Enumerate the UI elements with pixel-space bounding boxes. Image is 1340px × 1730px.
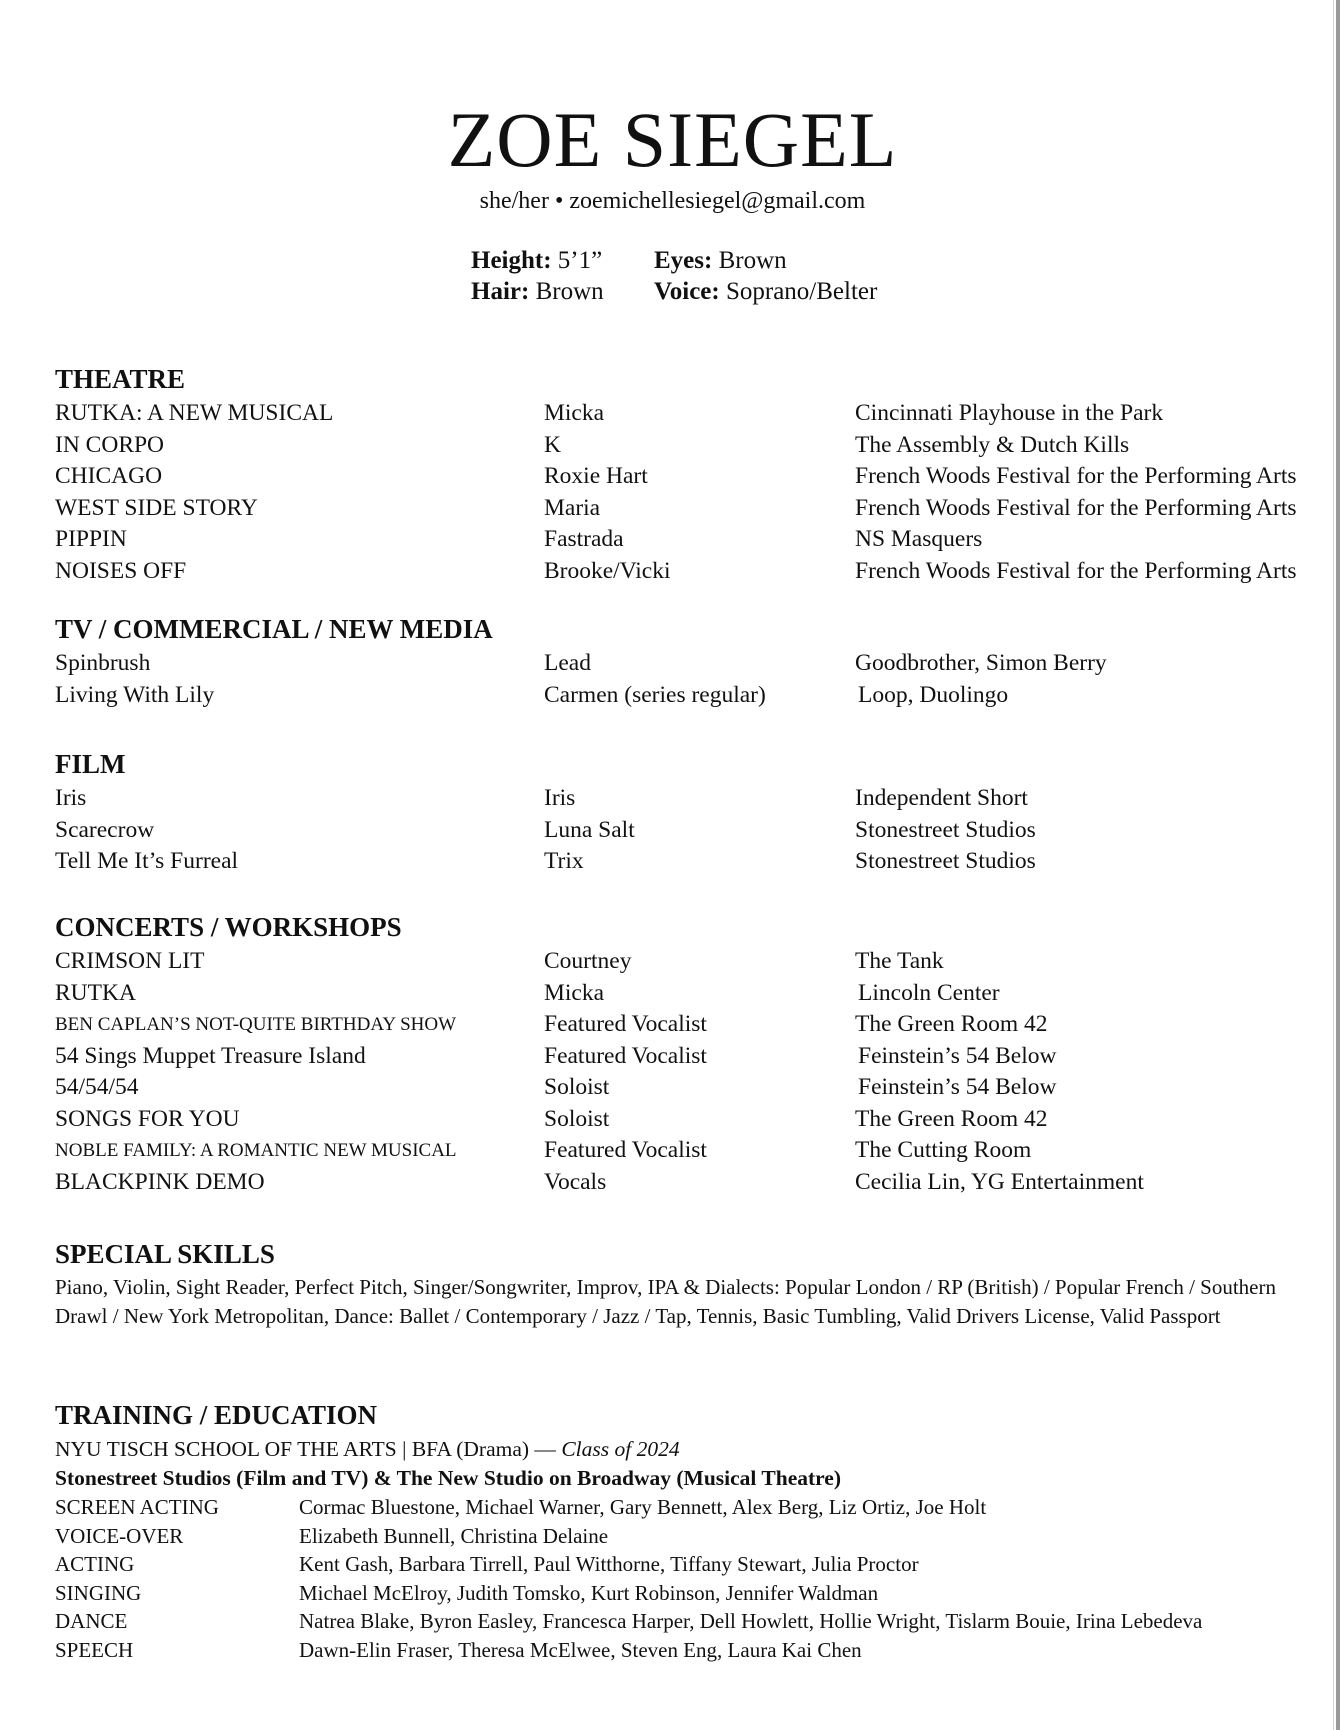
credit-row: Iris Iris Independent Short (55, 785, 1028, 811)
training-row: SINGING Michael McElroy, Judith Tomsko, Kurt Robinson, Jennifer Waldman (55, 1580, 879, 1605)
stat-voice: Voice: Soprano/Belter (654, 278, 878, 305)
credit-row: 54 Sings Muppet Treasure Island Featured Vocalist Feinstein’s 54 Below (55, 1042, 1057, 1069)
section-title-concerts: CONCERTS / WORKSHOPS (55, 912, 402, 942)
section-title-theatre: THEATRE (55, 364, 186, 394)
credit-row: RUTKA Micka Lincoln Center (55, 979, 1000, 1006)
credit-row: RUTKA: A NEW MUSICAL Micka Cincinnati Playhouse in the Park (55, 400, 1164, 426)
resume-name: ZOE SIEGEL (447, 96, 898, 183)
stat-eyes: Eyes: Brown (654, 247, 787, 274)
credit-row: SONGS FOR YOU Soloist The Green Room 42 (55, 1105, 1048, 1132)
credit-row: NOISES OFF Brooke/Vicki French Woods Festival for the Performing Arts (55, 557, 1297, 584)
credit-row: IN CORPO K The Assembly & Dutch Kills (55, 431, 1130, 458)
credit-row: CHICAGO Roxie Hart French Woods Festival for the Performing Arts (55, 463, 1297, 489)
training-row: SCREEN ACTING Cormac Bluestone, Michael Warner, Gary Bennett, Alex Berg, Liz Ortiz, Joe Holt (55, 1495, 987, 1519)
credit-row: CRIMSON LIT Courtney The Tank (55, 948, 944, 974)
film-credits (55, 783, 1335, 878)
stat-height: Height: 5’1” (471, 247, 603, 274)
credit-row: BEN CAPLAN’S NOT-QUITE BIRTHDAY SHOW Featured Vocalist The Green Room 42 (55, 1011, 1048, 1037)
training-row: ACTING Kent Gash, Barbara Tirrell, Paul Witthorne, Tiffany Stewart, Julia Proctor (55, 1552, 919, 1577)
credit-row: Scarecrow Luna Salt Stonestreet Studios (55, 816, 1036, 843)
theatre-credits (55, 398, 1335, 587)
credit-row: NOBLE FAMILY: A ROMANTIC NEW MUSICAL Featured Vocalist The Cutting Room (55, 1137, 1032, 1163)
contact-line: she/her • zoemichellesiegel@gmail.com (479, 188, 866, 214)
credit-row: BLACKPINK DEMO Vocals Cecilia Lin, YG Entertainment (55, 1168, 1144, 1195)
stat-hair: Hair: Brown (471, 278, 604, 305)
section-title-training: TRAINING / EDUCATION (55, 1400, 378, 1430)
section-title-tv: TV / COMMERCIAL / NEW MEDIA (55, 614, 493, 644)
credit-row: Spinbrush Lead Goodbrother, Simon Berry (55, 650, 1107, 676)
school-line: NYU TISCH SCHOOL OF THE ARTS | BFA (Drama) — Class of 2024 (55, 1437, 680, 1461)
credit-row: WEST SIDE STORY Maria French Woods Festival for the Performing Arts (55, 494, 1297, 521)
credit-row: PIPPIN Fastrada NS Masquers (55, 526, 983, 552)
section-title-film: FILM (55, 749, 126, 779)
page-edge (1336, 0, 1340, 1730)
section-title-skills: SPECIAL SKILLS (55, 1239, 275, 1269)
skills-text: Piano, Violin, Sight Reader, Perfect Pitch, Singer/Songwriter, Improv, IPA & Dialects: Popular London / RP (British) / Popular French / Southern Drawl / New York Metropolitan, Dance: Ballet / Contemporary / Jazz / Tap, Tennis, Basic Tumbling, Valid Drivers License, Valid Passport (55, 1275, 1276, 1328)
training-table (55, 1493, 1315, 1665)
tv-credits (55, 648, 1335, 711)
studios-line: Stonestreet Studios (Film and TV) & The New Studio on Broadway (Musical Theatre) (55, 1466, 841, 1490)
credit-row: 54/54/54 Soloist Feinstein’s 54 Below (55, 1074, 1057, 1100)
physical-stats (471, 245, 877, 307)
concert-credits (55, 946, 1335, 1198)
training-row: SPEECH Dawn-Elin Fraser, Theresa McElwee, Steven Eng, Laura Kai Chen (55, 1637, 862, 1662)
credit-row: Tell Me It’s Furreal Trix Stonestreet Studios (55, 848, 1036, 874)
training-row: DANCE Natrea Blake, Byron Easley, Francesca Harper, Dell Howlett, Hollie Wright, Tislarm Bouie, Irina Lebedeva (55, 1609, 1203, 1634)
credit-row: Living With Lily Carmen (series regular) Loop, Duolingo (55, 681, 1009, 708)
training-row: VOICE-OVER Elizabeth Bunnell, Christina Delaine (55, 1523, 609, 1548)
